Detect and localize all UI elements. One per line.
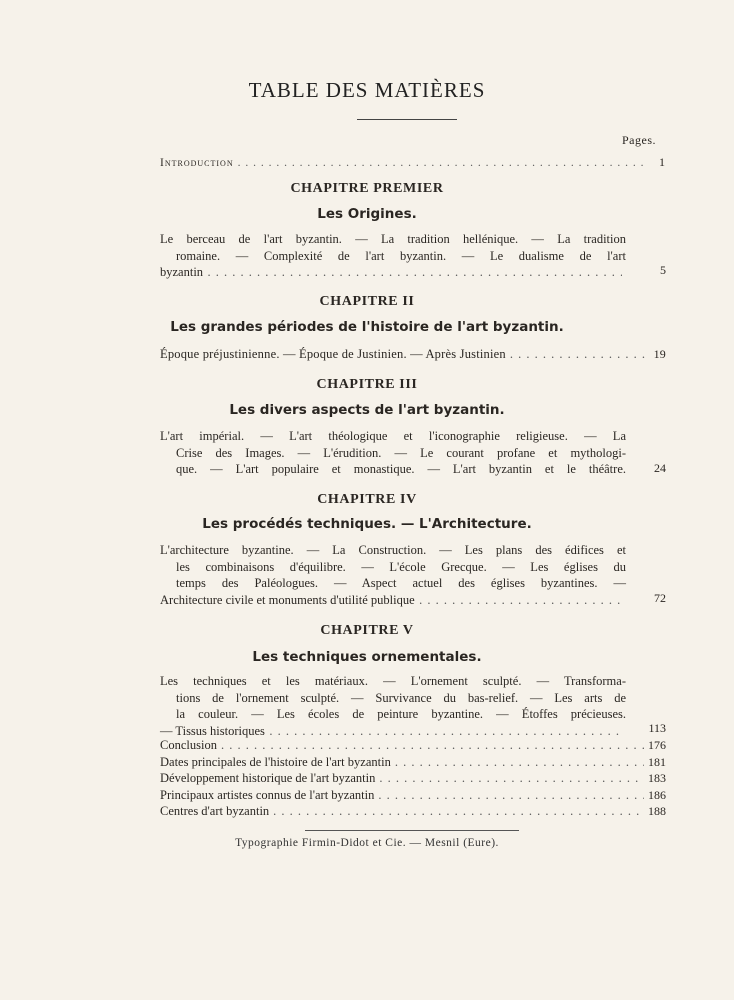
toc-entry-page: 113 — [648, 721, 666, 735]
dot-leader — [269, 723, 622, 740]
pages-column-label: Pages. — [622, 133, 656, 147]
summary-line: L'architecture byzantine. — La Construction. — Les plans des édifices et — [160, 543, 626, 557]
summary-line: — Tissus historiques — [160, 723, 265, 738]
toc-entry-page: 5 — [660, 263, 666, 277]
dot-leader — [238, 155, 648, 171]
chapter-title: Les Origines. — [317, 206, 417, 222]
dot-leader — [207, 264, 622, 281]
summary-last-line — [160, 592, 626, 609]
dot-leader — [273, 804, 644, 819]
toc-entry-page: 181 — [648, 754, 666, 769]
summary-line: Époque préjustinienne. — Époque de Justinien. — Après Justinien — [160, 347, 506, 361]
summary-line: que. — L'art populaire et monastique. — L'art byzantin et le théâtre. — [176, 462, 626, 476]
summary-line: L'art impérial. — L'art théologique et l'iconographie religieuse. — La — [160, 429, 626, 443]
dot-leader — [379, 771, 644, 786]
chapter-title: Les grandes périodes de l'histoire de l'art byzantin. — [170, 319, 564, 335]
chapter-title: Les divers aspects de l'art byzantin. — [229, 402, 505, 418]
dot-leader — [395, 755, 644, 770]
chapter-summary — [160, 542, 626, 608]
toc-entry-label: Dates principales de l'histoire de l'art byzantin — [160, 754, 391, 769]
dot-leader — [510, 346, 648, 362]
toc-entry-page: 1 — [659, 155, 666, 169]
chapter-summary — [160, 231, 626, 281]
summary-line: Les techniques et les matériaux. — L'ornement sculpté. — Transforma- — [160, 674, 626, 688]
title-divider — [357, 119, 457, 120]
chapter-label: CHAPITRE IV — [317, 492, 417, 507]
toc-entry — [160, 738, 666, 755]
chapter-summary — [160, 346, 666, 362]
toc-entry-label: Conclusion — [160, 738, 217, 752]
toc-entry — [160, 804, 666, 821]
chapter-label: CHAPITRE PREMIER — [290, 181, 444, 196]
toc-entry-label: Principaux artistes connus de l'art byzantin — [160, 787, 375, 802]
toc-entry — [160, 788, 666, 805]
toc-entry-page: 186 — [648, 787, 666, 802]
page-title: TABLE DES MATIÈRES — [248, 78, 486, 102]
toc-entry — [160, 755, 666, 772]
chapter-label: CHAPITRE II — [319, 294, 415, 309]
dot-leader — [378, 788, 644, 803]
summary-line: les combinaisons d'équilibre. — L'école Grecque. — Les églises du — [176, 559, 626, 574]
toc-entry — [160, 771, 666, 788]
chapter-label: CHAPITRE V — [320, 623, 414, 638]
summary-line: tions de l'ornement sculpté. — Survivance du bas-relief. — Les arts de — [176, 690, 626, 705]
summary-last-line — [160, 723, 626, 740]
summary-last-line — [160, 264, 626, 281]
chapter-title: Les techniques ornementales. — [252, 649, 482, 665]
toc-entry-page: 183 — [648, 771, 666, 785]
dot-leader — [419, 592, 622, 609]
summary-line: Le berceau de l'art byzantin. — La tradition hellénique. — La tradition — [160, 232, 626, 246]
summary-line: Crise des Images. — L'érudition. — Le courant profane et mythologi- — [176, 445, 626, 460]
toc-entry-label: Introduction — [160, 157, 234, 169]
summary-line: la couleur. — Les écoles de peinture byzantine. — Étoffes précieuses. — [176, 707, 626, 721]
summary-line: byzantin — [160, 265, 204, 279]
toc-entry-page: 72 — [654, 591, 666, 605]
appendix-list — [160, 738, 666, 821]
toc-entry-page: 24 — [654, 461, 666, 475]
toc-entry-page: 176 — [648, 738, 666, 752]
toc-entry-introduction — [160, 154, 666, 171]
footer-divider — [305, 830, 519, 831]
chapter-label: CHAPITRE III — [316, 377, 418, 392]
summary-line: romaine. — Complexité de l'art byzantin. — Le dualisme de l'art — [176, 248, 626, 263]
summary-line: temps des Paléologues. — Aspect actuel des églises byzantines. — — [176, 576, 626, 590]
toc-entry-page: 188 — [648, 804, 666, 818]
dot-leader — [221, 738, 644, 753]
toc-entry-page: 19 — [653, 347, 666, 361]
toc-entry-label: Développement historique de l'art byzantin — [160, 771, 376, 785]
chapter-title: Les procédés techniques. — L'Architecture. — [202, 516, 532, 532]
chapter-summary — [160, 673, 626, 739]
chapter-summary — [160, 428, 626, 478]
colophon: Typographie Firmin-Didot et Cie. — Mesnil (Eure). — [235, 837, 499, 849]
toc-entry-label: Centres d'art byzantin — [160, 804, 270, 818]
summary-line: Architecture civile et monuments d'utilité publique — [160, 592, 415, 607]
